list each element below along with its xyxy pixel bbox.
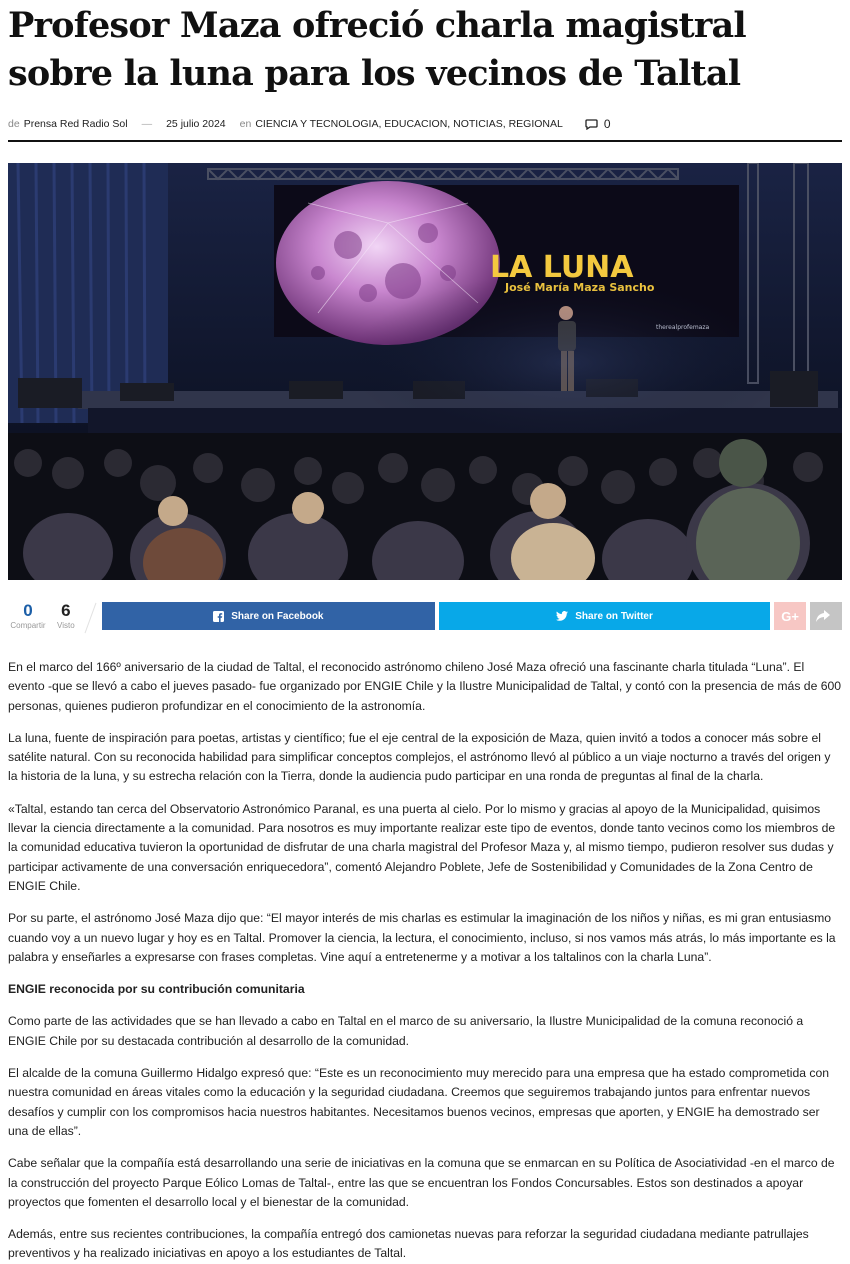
article-paragraph: Además, entre sus recientes contribuciones, la compañía entregó dos camionetas nuevas para reforzar la seguridad ciudadana mediante patrullajes preventivos y ha realizado iniciativas en apoyo a los estudiantes de Taltal. — [8, 1227, 809, 1261]
meta-categories-links[interactable]: CIENCIA Y TECNOLOGIA, EDUCACION, NOTICIAS, REGIONAL — [255, 118, 563, 130]
view-count-label: Visto — [57, 621, 75, 630]
share-count-value: 0 — [23, 601, 33, 620]
slide-title: LA LUNA — [490, 250, 634, 285]
article-title: Profesor Maza ofreció charla magistral sobre la luna para los vecinos de Taltal — [8, 5, 746, 94]
article-subheading: ENGIE reconocida por su contribución comunitaria — [8, 982, 305, 997]
article-paragraph: La luna, fuente de inspiración para poetas, artistas y científico; fue el eje central de la exposición de Maza, quien invitó a todos a conocer más sobre el satélite natural. Con su reconocida habilidad para simplificar conceptos complejos, el astrónomo llevó al público a un viaje nocturno a través del origen y la historia de la luna, y su estrecha relación con la Tierra, donde la audiencia pudo participar en una ronda de preguntas al final de la charla. — [8, 730, 831, 784]
meta-comments-link[interactable] — [585, 117, 611, 131]
twitter-icon — [556, 611, 568, 621]
audience — [8, 433, 842, 580]
share-bar — [8, 602, 842, 632]
share-arrow-icon — [816, 610, 830, 622]
slide-subtitle: José María Maza Sancho — [505, 281, 655, 294]
view-count-value: 6 — [61, 601, 71, 620]
meta-divider — [8, 140, 842, 142]
share-more-button[interactable] — [810, 602, 842, 630]
article-paragraph: Cabe señalar que la compañía está desarrollando una serie de iniciativas en la comuna que se enmarcan en su Política de Asociatividad -en el marco de la construcción del proyecto Parque Eólico Lomas de Taltal-, entre las que se encuentran los Fondos Concursables. Estos son destinados a apoyar proyectos que fomenten el desarrollo local y el bienestar de la comunidad. — [8, 1156, 835, 1209]
meta-date: 25 julio 2024 — [166, 118, 226, 130]
article-paragraph: El alcalde de la comuna Guillermo Hidalgo expresó que: “Este es un reconocimiento muy merecido para una empresa que ha estado comprometida con nuestra comunidad en áreas vitales como la educación y la seguridad ciudadana. Creemos que seguiremos trabajando juntos para enfrentar nuevos desafíos y cumplir con los compromisos hacia nuestros habitantes. Necesitamos buenos vecinos, empresas que aporten, y ENGIE ha demostrado ser una de ellas”. — [8, 1066, 830, 1138]
comment-bubble-icon — [585, 119, 598, 130]
article-paragraph: Por su parte, el astrónomo José Maza dijo que: “El mayor interés de mis charlas es estimular la imaginación de los niños y niñas, es mi gran entusiasmo cuando voy a un nuevo lugar y hoy es en Taltal. Promover la ciencia, la lectura, el conocimiento, incluso, si nos vamos más atrás, lo más importante es la palabra y enseñarles a expresarse con frases completas. Vine aquí a entretenerme y a motivar a los taltalinos con la charla Luna”. — [8, 911, 836, 964]
article-meta — [8, 105, 842, 143]
article-paragraph: En el marco del 166º aniversario de la ciudad de Taltal, el reconocido astrónomo chileno José Maza ofreció una fascinante charla titulada “Luna”. El evento -que se llevó a cabo el jueves pasado- fue organizado por ENGIE Chile y la Ilustre Municipalidad de Taltal, y contó con la presencia de más de 600 personas, quienes pudieron profundizar en el conocimiento de la astronomía. — [8, 660, 842, 713]
view-count — [48, 602, 84, 632]
slide-handle: therealprofemaza — [656, 324, 710, 331]
share-googleplus-button[interactable] — [774, 602, 806, 630]
featured-image — [8, 163, 842, 580]
article-container — [8, 0, 842, 1264]
facebook-icon — [213, 611, 224, 622]
share-facebook-button[interactable] — [102, 602, 435, 630]
share-divider — [84, 602, 98, 632]
googleplus-icon: G+ — [781, 608, 799, 624]
meta-by-prefix: de — [8, 118, 20, 130]
share-count-label: Compartir — [10, 621, 46, 630]
article-body — [8, 658, 842, 1264]
share-twitter-label: Share on Twitter — [575, 610, 653, 622]
meta-separator: — — [141, 118, 153, 130]
article-paragraph: «Taltal, estando tan cerca del Observatorio Astronómico Paranal, es una puerta al cielo. Por lo mismo y gracias al apoyo de la Municipalidad, quisimos llevar la ciencia directamente a la comunidad. Para nosotros es muy importante realizar este tipo de eventos, donde tanto vecinos como los miembros de la comunidad educativa tuvieron la oportunidad de disfrutar de una charla magistral del Profesor Maza y, al mismo tiempo, pudieron resolver sus dudas y participar activamente de una conversación enriquecedora”, comentó Alejandro Poblete, Jefe de Sostenibilidad y Comunidades de la Zona Centro de ENGIE Chile. — [8, 801, 836, 893]
meta-comment-count: 0 — [603, 117, 611, 131]
share-twitter-button[interactable] — [439, 602, 770, 630]
meta-author-link[interactable]: Prensa Red Radio Sol — [23, 118, 128, 130]
meta-in-prefix: en — [239, 118, 252, 130]
share-count — [8, 602, 48, 632]
article-paragraph: Como parte de las actividades que se han llevado a cabo en Taltal en el marco de su aniversario, la Ilustre Municipalidad de la comuna reconoció a ENGIE Chile por su destacada contribución al desarrollo de la comunidad. — [8, 1014, 804, 1048]
share-facebook-label: Share on Facebook — [231, 610, 324, 622]
